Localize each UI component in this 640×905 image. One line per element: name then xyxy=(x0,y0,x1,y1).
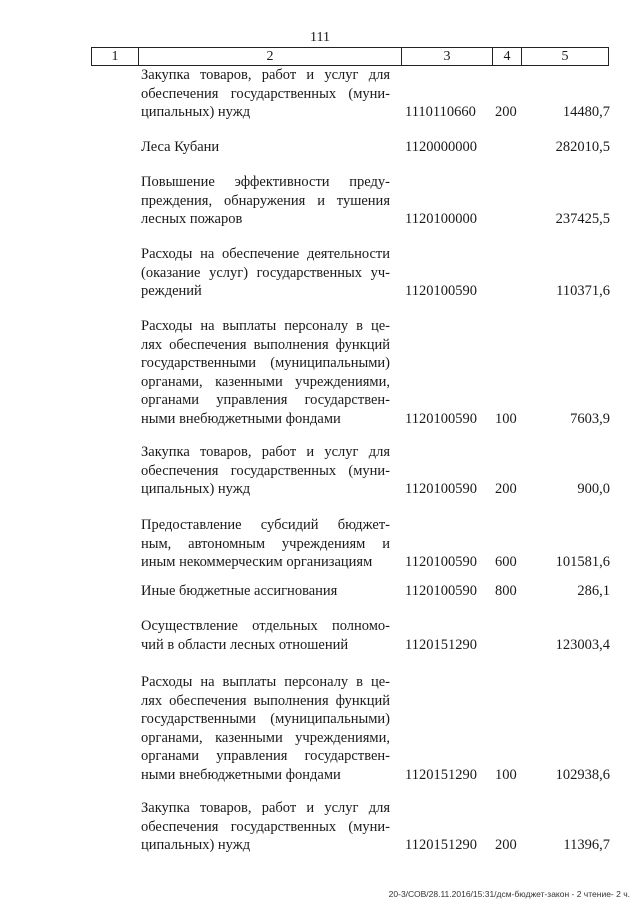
row-name-line: преждения, обнаружения и тушения xyxy=(141,192,390,209)
row-name-line: государственными (муниципальными) xyxy=(141,355,390,372)
row-name-line: иным некоммерческим организациям xyxy=(141,554,373,571)
row-code: 1120151290 xyxy=(405,636,477,653)
row-name-line: Предоставление субсидий бюджет- xyxy=(141,517,390,533)
row-name xyxy=(141,673,390,785)
row-name-line: Осуществление отдельных полномо- xyxy=(141,618,390,634)
row-amount: 286,1 xyxy=(577,583,610,599)
row-code: 1120100590 xyxy=(405,554,477,571)
row-name-line: лях обеспечения выполнения функций xyxy=(141,692,390,709)
row-name-line: обеспечения государственных (муни- xyxy=(141,818,390,835)
row-name-line: органами, казенными учреждениями, xyxy=(141,373,390,390)
row-name-line: Леса Кубани xyxy=(141,139,220,155)
row-name-line: ципальных) нужд xyxy=(141,837,251,854)
document-footer: 20-3/СОВ/28.11.2016/15:31/дсм-бюджет-закон - 2 чтение- 2 ч. xyxy=(388,889,630,899)
row-name-line: ным, автономным учреждениям и xyxy=(141,535,390,552)
row-amount: 11396,7 xyxy=(563,837,610,854)
row-amount: 101581,6 xyxy=(555,554,610,571)
row-code: 1120100000 xyxy=(405,211,477,228)
row-name-line: органами управления государствен- xyxy=(141,748,390,765)
row-code: 1120100590 xyxy=(405,283,477,300)
row-name-line: Повышение эффективности преду- xyxy=(141,174,390,190)
row-code: 1120100590 xyxy=(405,411,477,427)
row-name-line: Закупка товаров, работ и услуг для xyxy=(141,444,390,460)
row-name-line: органами управления государствен- xyxy=(141,392,390,409)
row-name-line: ными внебюджетными фондами xyxy=(141,410,341,427)
row-amount: 282010,5 xyxy=(555,139,610,155)
row-name-line: лесных пожаров xyxy=(141,211,243,228)
row-name-line: Расходы на выплаты персоналу в це- xyxy=(141,674,390,690)
row-name xyxy=(141,617,390,654)
row-code: 1120151290 xyxy=(405,767,477,783)
row-name-line: обеспечения государственных (муни- xyxy=(141,462,390,479)
row-amount: 102938,6 xyxy=(555,767,610,783)
row-expense-type: 800 xyxy=(495,583,517,599)
row-expense-type: 200 xyxy=(495,104,517,121)
row-name xyxy=(141,317,390,429)
row-expense-type: 600 xyxy=(495,554,517,571)
row-amount: 123003,4 xyxy=(555,636,610,653)
row-amount: 14480,7 xyxy=(562,104,610,121)
row-expense-type: 100 xyxy=(495,411,517,427)
row-expense-type: 200 xyxy=(495,481,517,498)
row-name-line: чий в области лесных отношений xyxy=(141,636,349,653)
row-code: 1120151290 xyxy=(405,837,477,854)
column-header-4: 4 xyxy=(493,48,522,66)
row-name xyxy=(141,582,390,601)
row-code: 1120000000 xyxy=(405,139,477,155)
row-amount: 7603,9 xyxy=(570,411,610,427)
row-code: 1110110660 xyxy=(405,104,476,121)
row-name-line: Расходы на обеспечение деятельности xyxy=(141,246,390,262)
row-code: 1120100590 xyxy=(405,583,477,599)
row-code: 1120100590 xyxy=(405,481,477,498)
row-name-line: (оказание услуг) государственных уч- xyxy=(141,264,390,281)
row-name-line: лях обеспечения выполнения функций xyxy=(141,336,390,353)
column-header-5: 5 xyxy=(522,48,609,66)
row-name xyxy=(141,245,390,301)
row-name-line: ципальных) нужд xyxy=(141,104,251,121)
row-expense-type: 100 xyxy=(495,767,517,783)
row-name-line: Иные бюджетные ассигнования xyxy=(141,583,338,599)
row-name-line: обеспечения государственных (муни- xyxy=(141,85,390,102)
row-name-line: Закупка товаров, работ и услуг для xyxy=(141,67,390,83)
row-name xyxy=(141,66,390,122)
row-name-line: Закупка товаров, работ и услуг для xyxy=(141,800,390,816)
row-name-line: органами, казенными учреждениями, xyxy=(141,729,390,746)
row-name-line: государственными (муниципальными) xyxy=(141,711,390,728)
row-name-line: реждений xyxy=(141,283,202,300)
row-name-line: ными внебюджетными фондами xyxy=(141,766,341,783)
row-amount: 900,0 xyxy=(577,481,610,498)
page-number: 111 xyxy=(310,30,330,45)
row-name xyxy=(141,799,390,855)
row-name-line: Расходы на выплаты персоналу в це- xyxy=(141,318,390,334)
row-name-line: ципальных) нужд xyxy=(141,481,251,498)
row-amount: 110371,6 xyxy=(556,283,610,300)
row-amount: 237425,5 xyxy=(555,211,610,228)
column-header-2: 2 xyxy=(139,48,402,66)
row-name xyxy=(141,443,390,499)
row-name xyxy=(141,173,390,229)
column-header-1: 1 xyxy=(92,48,139,66)
row-expense-type: 200 xyxy=(495,837,517,854)
row-name xyxy=(141,138,390,157)
column-header-3: 3 xyxy=(402,48,493,66)
row-name xyxy=(141,516,390,572)
